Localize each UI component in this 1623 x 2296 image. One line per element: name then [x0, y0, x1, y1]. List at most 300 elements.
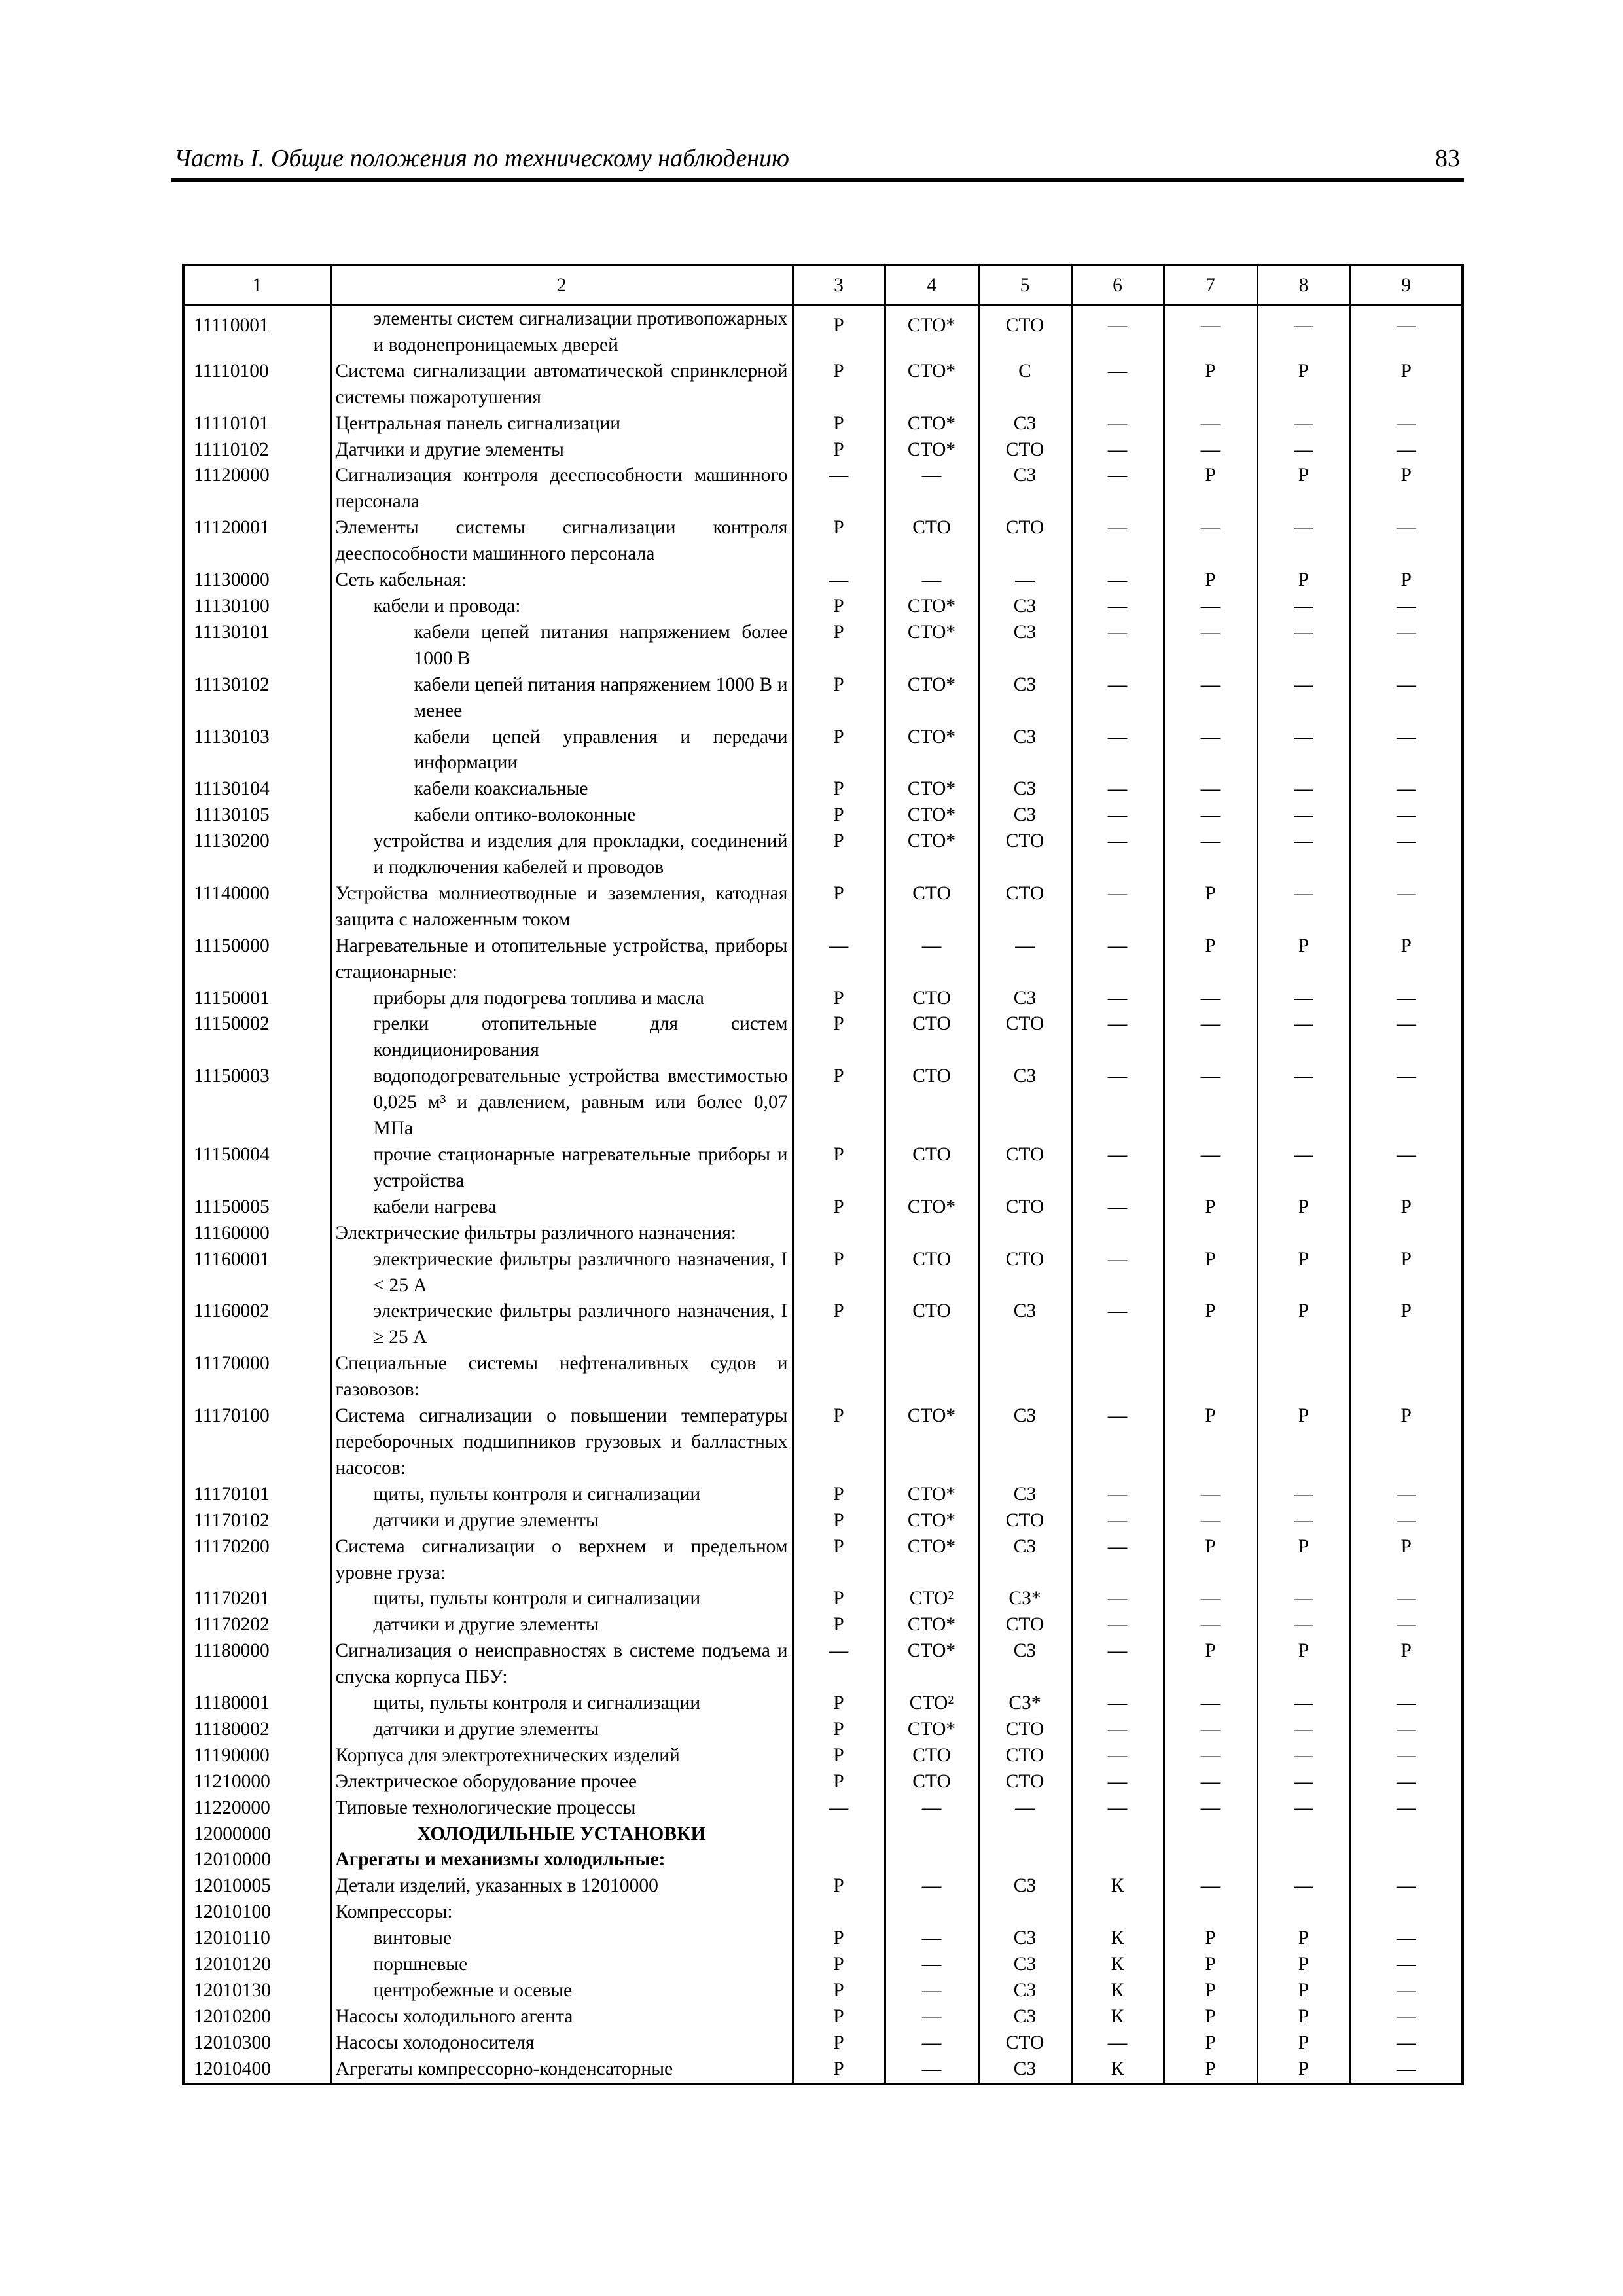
cell-c3: Р — [793, 437, 885, 463]
cell-c9 — [1350, 1821, 1463, 1848]
cell-c8: Р — [1257, 2030, 1350, 2056]
cell-c8: — — [1257, 881, 1350, 933]
item-code: 11220000 — [183, 1795, 330, 1821]
table-row — [183, 672, 1463, 725]
cell-c3: Р — [793, 2004, 885, 2030]
cell-c6: — — [1071, 802, 1164, 829]
cell-c6: К — [1071, 1926, 1164, 1952]
cell-c9 — [1350, 1351, 1463, 1403]
cell-c8: — — [1257, 1795, 1350, 1821]
cell-c8: — — [1257, 515, 1350, 567]
table-row — [183, 1351, 1463, 1403]
cell-c6: — — [1071, 1612, 1164, 1638]
item-name: Агрегаты компрессорно-конденсаторные — [330, 2056, 793, 2084]
cell-c4: СТО² — [885, 1586, 978, 1612]
cell-c6: — — [1071, 594, 1164, 620]
item-name: Нагревательные и отопительные устройства, приборы стационарные: — [330, 933, 793, 986]
cell-c8: Р — [1257, 567, 1350, 594]
cell-c4: СТО* — [885, 1482, 978, 1508]
table-row — [183, 1795, 1463, 1821]
table-row — [183, 986, 1463, 1012]
cell-c7: — — [1164, 672, 1257, 725]
cell-c3: Р — [793, 881, 885, 933]
table-row — [183, 1769, 1463, 1795]
item-name: Компрессоры: — [330, 1899, 793, 1926]
cell-c9: — — [1350, 1769, 1463, 1795]
cell-c8: Р — [1257, 933, 1350, 986]
cell-c7: — — [1164, 1482, 1257, 1508]
page-header — [171, 143, 1464, 182]
item-code: 11150003 — [183, 1064, 330, 1142]
item-name: кабели и провода: — [330, 594, 793, 620]
cell-c5: СЗ — [978, 1873, 1071, 1899]
cell-c8: — — [1257, 1769, 1350, 1795]
cell-c4: — — [885, 1952, 978, 1978]
cell-c8: — — [1257, 1586, 1350, 1612]
running-title: Часть I. Общие положения по техническому наблюдению — [174, 145, 789, 172]
cell-c3: Р — [793, 1769, 885, 1795]
cell-c3: Р — [793, 594, 885, 620]
cell-c8: — — [1257, 802, 1350, 829]
item-name: Корпуса для электротехнических изделий — [330, 1743, 793, 1769]
table-row — [183, 1717, 1463, 1743]
cell-c8: Р — [1257, 1926, 1350, 1952]
table-row — [183, 881, 1463, 933]
cell-c3: Р — [793, 776, 885, 802]
cell-c7: — — [1164, 1769, 1257, 1795]
item-name: Центральная панель сигнализации — [330, 411, 793, 437]
item-name: датчики и другие элементы — [330, 1508, 793, 1534]
cell-c5 — [978, 1351, 1071, 1403]
cell-c4 — [885, 1899, 978, 1926]
cell-c3: Р — [793, 1873, 885, 1899]
column-number-4: 4 — [885, 265, 978, 306]
cell-c8: — — [1257, 411, 1350, 437]
table-row — [183, 1142, 1463, 1194]
cell-c5: С — [978, 359, 1071, 411]
cell-c4: СТО* — [885, 829, 978, 881]
item-code: 12000000 — [183, 1821, 330, 1848]
cell-c3: Р — [793, 1534, 885, 1587]
item-code: 11160001 — [183, 1247, 330, 1299]
table-row — [183, 1534, 1463, 1587]
cell-c9: — — [1350, 1482, 1463, 1508]
item-code: 11110001 — [183, 306, 330, 359]
item-code: 11180001 — [183, 1691, 330, 1717]
table-row — [183, 1194, 1463, 1221]
cell-c3: Р — [793, 1586, 885, 1612]
cell-c7: Р — [1164, 359, 1257, 411]
item-code: 12010000 — [183, 1847, 330, 1873]
cell-c6: — — [1071, 359, 1164, 411]
table-row — [183, 1743, 1463, 1769]
item-code: 11180002 — [183, 1717, 330, 1743]
item-code: 11170101 — [183, 1482, 330, 1508]
page-number: 83 — [1435, 145, 1460, 172]
cell-c9: — — [1350, 829, 1463, 881]
column-number-8: 8 — [1257, 265, 1350, 306]
cell-c6 — [1071, 1351, 1164, 1403]
cell-c3: — — [793, 567, 885, 594]
cell-c9: — — [1350, 437, 1463, 463]
cell-c5: СТО — [978, 1011, 1071, 1064]
cell-c7: — — [1164, 1064, 1257, 1142]
table-row — [183, 725, 1463, 777]
cell-c6 — [1071, 1821, 1164, 1848]
cell-c7: Р — [1164, 1299, 1257, 1351]
cell-c5: СЗ — [978, 1534, 1071, 1587]
table-row — [183, 1482, 1463, 1508]
table-row — [183, 1638, 1463, 1691]
item-name: Система сигнализации о повышении температуры переборочных подшипников грузовых и балластных насосов: — [330, 1403, 793, 1482]
cell-c3: Р — [793, 1926, 885, 1952]
cell-c9: — — [1350, 672, 1463, 725]
table-row — [183, 1873, 1463, 1899]
cell-c4: СТО — [885, 1769, 978, 1795]
cell-c5: СЗ — [978, 1482, 1071, 1508]
cell-c4: СТО* — [885, 1534, 978, 1587]
cell-c9: — — [1350, 1873, 1463, 1899]
cell-c7 — [1164, 1821, 1257, 1848]
cell-c6: — — [1071, 1299, 1164, 1351]
cell-c6: — — [1071, 437, 1164, 463]
item-code: 12010300 — [183, 2030, 330, 2056]
cell-c9: Р — [1350, 1194, 1463, 1221]
item-name: щиты, пульты контроля и сигнализации — [330, 1586, 793, 1612]
item-name: кабели цепей питания напряжением 1000 В и менее — [330, 672, 793, 725]
cell-c7: Р — [1164, 1978, 1257, 2004]
cell-c9: — — [1350, 802, 1463, 829]
item-name: прочие стационарные нагревательные приборы и устройства — [330, 1142, 793, 1194]
cell-c8 — [1257, 1821, 1350, 1848]
cell-c9: — — [1350, 776, 1463, 802]
table-row — [183, 515, 1463, 567]
item-name: Устройства молниеотводные и заземления, катодная защита с наложенным током — [330, 881, 793, 933]
item-code: 11140000 — [183, 881, 330, 933]
cell-c5: СТО — [978, 1508, 1071, 1534]
item-code: 11180000 — [183, 1638, 330, 1691]
cell-c9 — [1350, 1899, 1463, 1926]
cell-c9: — — [1350, 725, 1463, 777]
table-row — [183, 1064, 1463, 1142]
cell-c9: — — [1350, 1586, 1463, 1612]
cell-c8 — [1257, 1847, 1350, 1873]
cell-c9: Р — [1350, 933, 1463, 986]
item-name: щиты, пульты контроля и сигнализации — [330, 1691, 793, 1717]
cell-c9: — — [1350, 306, 1463, 359]
cell-c6 — [1071, 1899, 1164, 1926]
cell-c3: — — [793, 933, 885, 986]
cell-c9: — — [1350, 1717, 1463, 1743]
cell-c6: — — [1071, 567, 1164, 594]
cell-c7: Р — [1164, 1638, 1257, 1691]
cell-c7: — — [1164, 1795, 1257, 1821]
cell-c8: Р — [1257, 1978, 1350, 2004]
cell-c5: СТО — [978, 1612, 1071, 1638]
cell-c6: — — [1071, 1534, 1164, 1587]
item-code: 11190000 — [183, 1743, 330, 1769]
cell-c8: — — [1257, 306, 1350, 359]
cell-c5: СЗ* — [978, 1586, 1071, 1612]
cell-c6: — — [1071, 672, 1164, 725]
cell-c7: Р — [1164, 463, 1257, 515]
table-row — [183, 1691, 1463, 1717]
cell-c7: Р — [1164, 1534, 1257, 1587]
cell-c4: СТО* — [885, 359, 978, 411]
item-name: Электрические фильтры различного назначения: — [330, 1221, 793, 1247]
table-row — [183, 620, 1463, 672]
cell-c3: Р — [793, 1064, 885, 1142]
column-number-3: 3 — [793, 265, 885, 306]
cell-c9: Р — [1350, 1403, 1463, 1482]
item-name: Электрическое оборудование прочее — [330, 1769, 793, 1795]
cell-c5: — — [978, 567, 1071, 594]
cell-c5: СЗ — [978, 986, 1071, 1012]
cell-c5: СЗ — [978, 463, 1071, 515]
cell-c3: Р — [793, 411, 885, 437]
cell-c8: — — [1257, 620, 1350, 672]
cell-c9 — [1350, 1847, 1463, 1873]
cell-c8: — — [1257, 986, 1350, 1012]
cell-c3: Р — [793, 1299, 885, 1351]
cell-c5: СЗ — [978, 1978, 1071, 2004]
item-code: 11170100 — [183, 1403, 330, 1482]
cell-c6: — — [1071, 620, 1164, 672]
cell-c8: Р — [1257, 359, 1350, 411]
cell-c3: Р — [793, 2030, 885, 2056]
cell-c4: — — [885, 567, 978, 594]
cell-c3: Р — [793, 1691, 885, 1717]
cell-c3: Р — [793, 829, 885, 881]
cell-c4: — — [885, 2004, 978, 2030]
cell-c3: Р — [793, 1482, 885, 1508]
table-row — [183, 1952, 1463, 1978]
cell-c6: — — [1071, 829, 1164, 881]
cell-c4: СТО* — [885, 802, 978, 829]
cell-c5 — [978, 1221, 1071, 1247]
cell-c9: — — [1350, 1691, 1463, 1717]
table-row — [183, 411, 1463, 437]
cell-c7: — — [1164, 986, 1257, 1012]
item-code: 11170200 — [183, 1534, 330, 1587]
cell-c3 — [793, 1351, 885, 1403]
cell-c4: СТО* — [885, 1717, 978, 1743]
cell-c3: Р — [793, 1403, 885, 1482]
cell-c3: — — [793, 463, 885, 515]
cell-c7: Р — [1164, 2056, 1257, 2084]
item-name: винтовые — [330, 1926, 793, 1952]
cell-c4: СТО* — [885, 725, 978, 777]
cell-c8: — — [1257, 1743, 1350, 1769]
item-code: 11110100 — [183, 359, 330, 411]
cell-c9: — — [1350, 1142, 1463, 1194]
cell-c5: — — [978, 1795, 1071, 1821]
cell-c5: СТО — [978, 515, 1071, 567]
item-name: Насосы холодоносителя — [330, 2030, 793, 2056]
cell-c6: — — [1071, 1011, 1164, 1064]
cell-c3: Р — [793, 986, 885, 1012]
cell-c3 — [793, 1847, 885, 1873]
cell-c6: — — [1071, 411, 1164, 437]
cell-c4: СТО* — [885, 437, 978, 463]
cell-c5: СТО — [978, 306, 1071, 359]
item-code: 11170102 — [183, 1508, 330, 1534]
cell-c6: — — [1071, 1508, 1164, 1534]
table-row — [183, 1508, 1463, 1534]
cell-c6: — — [1071, 515, 1164, 567]
cell-c8: Р — [1257, 2056, 1350, 2084]
cell-c5: — — [978, 933, 1071, 986]
cell-c6: — — [1071, 1795, 1164, 1821]
cell-c9: — — [1350, 2030, 1463, 2056]
cell-c9: — — [1350, 411, 1463, 437]
item-code: 11130200 — [183, 829, 330, 881]
cell-c6 — [1071, 1847, 1164, 1873]
cell-c3: Р — [793, 1743, 885, 1769]
cell-c3: Р — [793, 802, 885, 829]
item-code: 12010120 — [183, 1952, 330, 1978]
cell-c3: — — [793, 1638, 885, 1691]
item-name: Сигнализация о неисправностях в системе подъема и спуска корпуса ПБУ: — [330, 1638, 793, 1691]
cell-c3: Р — [793, 1978, 885, 2004]
table-row — [183, 933, 1463, 986]
item-code: 11150005 — [183, 1194, 330, 1221]
cell-c6: — — [1071, 1403, 1164, 1482]
cell-c9: — — [1350, 594, 1463, 620]
cell-c7: — — [1164, 1743, 1257, 1769]
cell-c3: Р — [793, 1612, 885, 1638]
cell-c6: — — [1071, 776, 1164, 802]
cell-c8: — — [1257, 437, 1350, 463]
table-row — [183, 1221, 1463, 1247]
item-name: поршневые — [330, 1952, 793, 1978]
cell-c8: — — [1257, 1142, 1350, 1194]
table-row — [183, 1926, 1463, 1952]
item-name: приборы для подогрева топлива и масла — [330, 986, 793, 1012]
table-row — [183, 359, 1463, 411]
cell-c5: СТО — [978, 1194, 1071, 1221]
cell-c4: СТО — [885, 881, 978, 933]
cell-c6: К — [1071, 1978, 1164, 2004]
item-name: кабели цепей питания напряжением более 1000 В — [330, 620, 793, 672]
cell-c8 — [1257, 1221, 1350, 1247]
cell-c9: Р — [1350, 463, 1463, 515]
cell-c8: Р — [1257, 1403, 1350, 1482]
cell-c9: — — [1350, 2004, 1463, 2030]
cell-c4: СТО — [885, 1247, 978, 1299]
cell-c9: — — [1350, 1952, 1463, 1978]
item-name: Датчики и другие элементы — [330, 437, 793, 463]
cell-c7: Р — [1164, 2004, 1257, 2030]
cell-c7: — — [1164, 1011, 1257, 1064]
cell-c5 — [978, 1899, 1071, 1926]
cell-c7: — — [1164, 829, 1257, 881]
cell-c9: Р — [1350, 1534, 1463, 1587]
cell-c3: Р — [793, 620, 885, 672]
cell-c9 — [1350, 1221, 1463, 1247]
item-name: кабели коаксиальные — [330, 776, 793, 802]
item-code: 11130100 — [183, 594, 330, 620]
cell-c7: Р — [1164, 1247, 1257, 1299]
cell-c9: Р — [1350, 359, 1463, 411]
table-row — [183, 594, 1463, 620]
table-row — [183, 1586, 1463, 1612]
cell-c7: — — [1164, 515, 1257, 567]
table-row — [183, 2056, 1463, 2084]
item-code: 11150002 — [183, 1011, 330, 1064]
cell-c4: СТО — [885, 1142, 978, 1194]
cell-c8: — — [1257, 1064, 1350, 1142]
cell-c7: — — [1164, 1717, 1257, 1743]
cell-c4: СТО* — [885, 1508, 978, 1534]
cell-c5: СЗ — [978, 802, 1071, 829]
cell-c4: СТО — [885, 1743, 978, 1769]
cell-c4 — [885, 1821, 978, 1848]
cell-c8: Р — [1257, 1194, 1350, 1221]
table-row — [183, 1821, 1463, 1848]
cell-c3: — — [793, 1795, 885, 1821]
cell-c5: СТО — [978, 1717, 1071, 1743]
cell-c5: СЗ — [978, 2004, 1071, 2030]
cell-c9: — — [1350, 620, 1463, 672]
item-code: 12010005 — [183, 1873, 330, 1899]
cell-c4: СТО — [885, 1011, 978, 1064]
cell-c8: — — [1257, 1717, 1350, 1743]
cell-c4: СТО* — [885, 1194, 978, 1221]
column-number-5: 5 — [978, 265, 1071, 306]
cell-c4: СТО* — [885, 776, 978, 802]
cell-c5: СТО — [978, 1247, 1071, 1299]
cell-c8: — — [1257, 1482, 1350, 1508]
cell-c8: — — [1257, 829, 1350, 881]
table-row — [183, 1612, 1463, 1638]
item-name: центробежные и осевые — [330, 1978, 793, 2004]
cell-c6: — — [1071, 1142, 1164, 1194]
table-row — [183, 1247, 1463, 1299]
cell-c9: — — [1350, 1612, 1463, 1638]
item-code: 11120000 — [183, 463, 330, 515]
item-code: 12010400 — [183, 2056, 330, 2084]
table-row — [183, 1299, 1463, 1351]
cell-c7 — [1164, 1899, 1257, 1926]
table-row — [183, 1847, 1463, 1873]
cell-c7: — — [1164, 1586, 1257, 1612]
cell-c4: СТО² — [885, 1691, 978, 1717]
cell-c4 — [885, 1221, 978, 1247]
cell-c5: СТО — [978, 829, 1071, 881]
item-name: Сигнализация контроля дееспособности машинного персонала — [330, 463, 793, 515]
column-number-6: 6 — [1071, 265, 1164, 306]
cell-c3: Р — [793, 1952, 885, 1978]
cell-c4 — [885, 1351, 978, 1403]
table-row — [183, 802, 1463, 829]
cell-c7: — — [1164, 1142, 1257, 1194]
cell-c5: СЗ — [978, 1299, 1071, 1351]
cell-c9: — — [1350, 1011, 1463, 1064]
cell-c9: — — [1350, 1508, 1463, 1534]
cell-c3 — [793, 1899, 885, 1926]
cell-c3: Р — [793, 1508, 885, 1534]
column-number-1: 1 — [183, 265, 330, 306]
cell-c3: Р — [793, 1194, 885, 1221]
cell-c3: Р — [793, 515, 885, 567]
cell-c8: — — [1257, 1612, 1350, 1638]
cell-c5: СЗ — [978, 725, 1071, 777]
cell-c6: — — [1071, 1482, 1164, 1508]
item-code: 11120001 — [183, 515, 330, 567]
cell-c3: Р — [793, 672, 885, 725]
item-code: 11170202 — [183, 1612, 330, 1638]
